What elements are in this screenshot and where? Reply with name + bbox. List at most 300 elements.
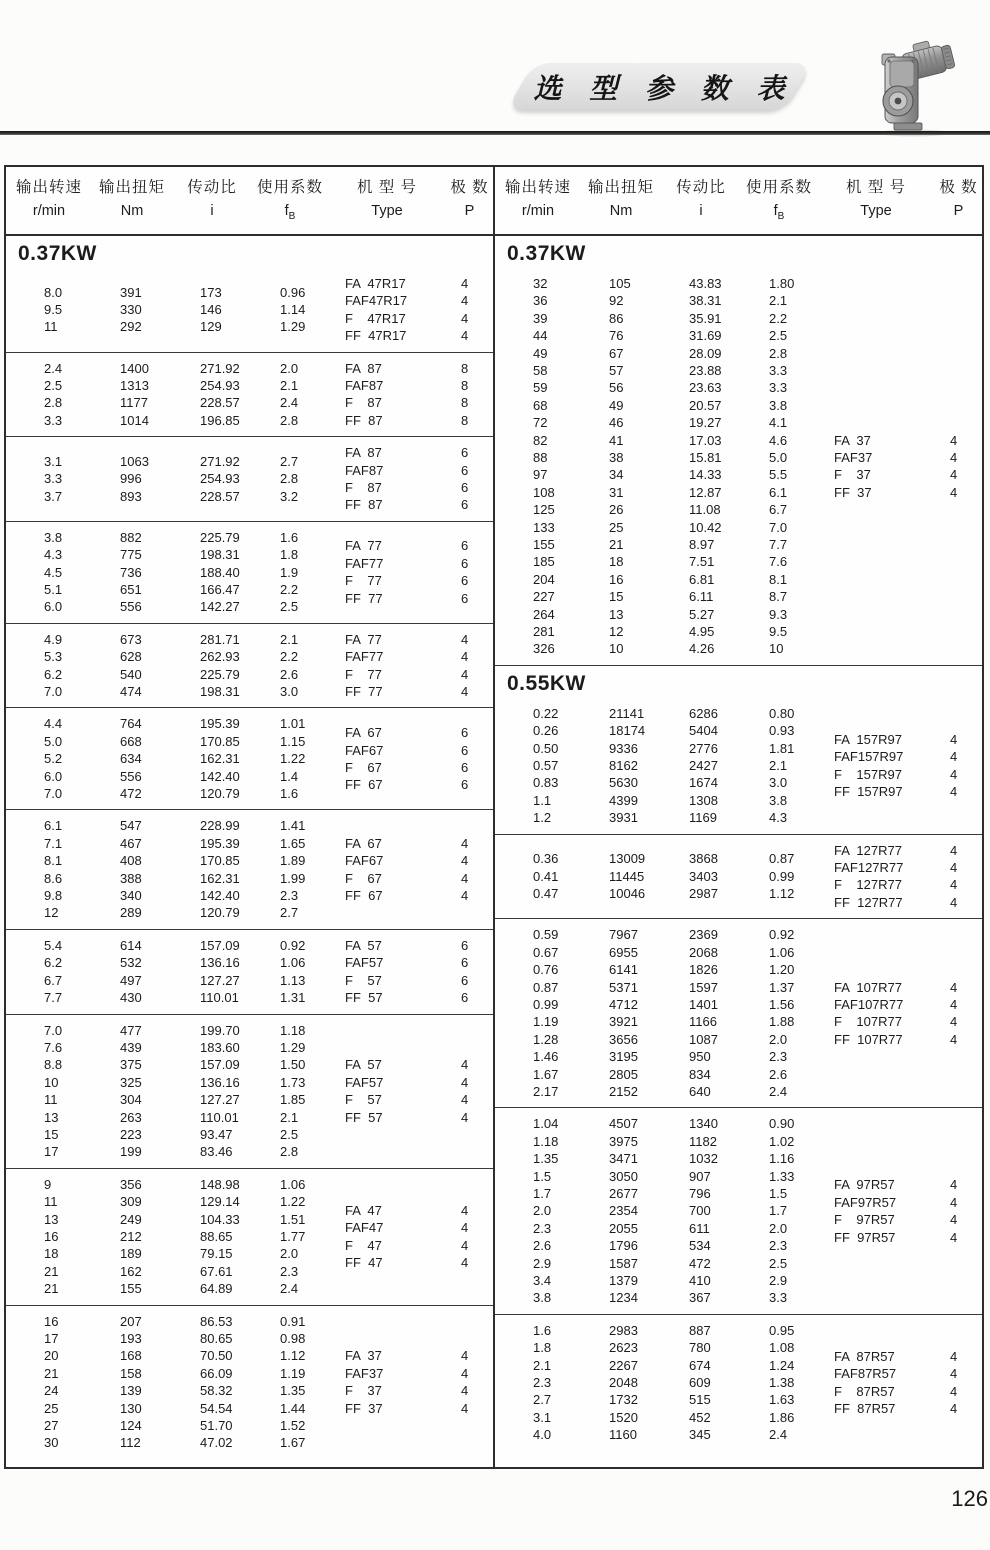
cell-output-torque: 388: [120, 870, 142, 886]
cell-ratio: 129.14: [200, 1194, 240, 1210]
cell-ratio: 3868: [689, 851, 718, 867]
cell-output-speed: 5.3: [44, 649, 63, 665]
cell-output-torque: 330: [120, 302, 142, 317]
cell-output-speed: 1.8: [533, 1340, 552, 1356]
type-row: [328, 275, 493, 292]
table-row: [495, 868, 817, 885]
cell-output-torque: 1796: [609, 1238, 638, 1254]
cell-poles: 4: [461, 1202, 469, 1218]
type-row: [328, 759, 493, 776]
cell-service-factor: 1.19: [280, 1365, 306, 1381]
cell-service-factor: 1.5: [769, 1185, 788, 1201]
cell-output-torque: 26: [609, 502, 624, 518]
cell-service-factor: 8.7: [769, 589, 788, 605]
cell-output-torque: 3975: [609, 1133, 638, 1149]
cell-output-speed: 13: [44, 1109, 59, 1125]
cell-output-speed: 44: [533, 328, 548, 344]
cell-service-factor: 3.0: [769, 775, 788, 791]
cell-output-torque: 8162: [609, 758, 638, 774]
cell-type: F 87: [345, 479, 382, 495]
type-block: [817, 1322, 982, 1444]
rating-group: [495, 1107, 982, 1313]
cell-poles: 6: [461, 555, 469, 571]
cell-ratio: 199.70: [200, 1022, 240, 1038]
cell-type: FA 77: [345, 538, 382, 554]
cell-output-torque: 3195: [609, 1049, 638, 1065]
cell-output-speed: 1.2: [533, 810, 552, 826]
cell-service-factor: 2.2: [280, 649, 299, 665]
cell-output-speed: 326: [533, 641, 555, 657]
cell-type: FAF87: [345, 377, 384, 393]
number-rows: [6, 444, 328, 514]
type-row: [817, 1365, 982, 1382]
cell-poles: 4: [461, 1383, 469, 1399]
cell-output-torque: 263: [120, 1109, 142, 1125]
cell-output-torque: 325: [120, 1074, 142, 1090]
type-row: [817, 783, 982, 800]
cell-ratio: 1308: [689, 792, 718, 808]
number-rows: [495, 275, 817, 658]
table-row: [6, 1211, 328, 1228]
table-row: [6, 1280, 328, 1297]
table-row: [6, 904, 328, 921]
rating-group: [6, 1305, 493, 1459]
table-row: [6, 394, 328, 411]
number-rows: [6, 817, 328, 921]
cell-type: FF 67: [345, 888, 383, 904]
rating-group: [6, 268, 493, 352]
cell-type: FF 57: [345, 990, 383, 1006]
cell-output-speed: 5.0: [44, 733, 63, 749]
cell-type: FA 67: [345, 725, 382, 741]
cell-ratio: 1169: [689, 810, 717, 826]
cell-ratio: 58.32: [200, 1383, 233, 1399]
cell-ratio: 796: [689, 1185, 711, 1201]
type-row: [328, 310, 493, 327]
type-row: [328, 887, 493, 904]
cell-ratio: 198.31: [200, 547, 240, 563]
cell-ratio: 66.09: [200, 1365, 233, 1381]
cell-output-speed: 0.50: [533, 740, 559, 756]
type-row: [328, 724, 493, 741]
cell-service-factor: 1.65: [280, 835, 306, 851]
type-block: [328, 529, 493, 616]
cell-ratio: 5404: [689, 723, 718, 739]
table-row: [6, 785, 328, 802]
cell-output-torque: 41: [609, 432, 624, 448]
cell-ratio: 88.65: [200, 1228, 233, 1244]
table-row: [6, 1176, 328, 1193]
cell-poles: 8: [461, 377, 469, 393]
cell-service-factor: 2.1: [769, 293, 788, 309]
table-row: [495, 1426, 817, 1443]
cell-output-torque: 46: [609, 415, 624, 431]
type-row: [328, 1365, 493, 1382]
cell-poles: 6: [461, 759, 469, 775]
cell-poles: 4: [950, 1383, 958, 1399]
cell-output-speed: 18: [44, 1246, 59, 1262]
cell-ratio: 148.98: [200, 1176, 240, 1192]
table-row: [495, 466, 817, 483]
table-row: [6, 937, 328, 954]
cell-poles: 4: [950, 449, 958, 465]
cell-output-torque: 340: [120, 888, 142, 904]
cell-service-factor: 2.6: [280, 666, 299, 682]
cell-ratio: 104.33: [200, 1211, 240, 1227]
gear-motor-image: [864, 34, 964, 138]
table-row: [495, 606, 817, 623]
cell-poles: 4: [950, 1194, 958, 1210]
cell-output-speed: 9.8: [44, 888, 63, 904]
cell-ratio: 54.54: [200, 1400, 233, 1416]
cell-output-torque: 130: [120, 1400, 142, 1416]
cell-output-speed: 7.0: [44, 684, 63, 700]
cell-output-torque: 76: [609, 328, 624, 344]
table-row: [6, 470, 328, 487]
cell-poles: 4: [461, 870, 469, 886]
cell-service-factor: 2.2: [280, 581, 299, 597]
table-left-header: [6, 167, 493, 236]
cell-service-factor: 1.24: [769, 1357, 795, 1373]
table-row: [6, 1193, 328, 1210]
cell-poles: 4: [950, 860, 958, 876]
table-row: [6, 835, 328, 852]
cell-service-factor: 0.93: [769, 723, 795, 739]
cell-poles: 4: [950, 996, 958, 1012]
table-row: [6, 1074, 328, 1091]
cell-output-speed: 6.0: [44, 768, 63, 784]
cell-type: F 67: [345, 759, 382, 775]
type-block: [328, 1176, 493, 1298]
type-row: [328, 590, 493, 607]
cell-output-speed: 185: [533, 554, 555, 570]
cell-ratio: 2068: [689, 944, 718, 960]
cell-service-factor: 1.6: [280, 786, 299, 802]
col-header-type-unit: Type: [371, 203, 403, 219]
type-block: [328, 937, 493, 1007]
table-row: [495, 1150, 817, 1167]
cell-service-factor: 1.41: [280, 818, 306, 834]
cell-type: FA 107R77: [834, 979, 902, 995]
cell-ratio: 183.60: [200, 1039, 240, 1055]
cell-ratio: 452: [689, 1409, 711, 1425]
cell-output-torque: 882: [120, 529, 142, 545]
cell-ratio: 254.93: [200, 377, 240, 393]
cell-ratio: 410: [689, 1273, 711, 1289]
table-row: [6, 529, 328, 546]
cell-output-torque: 56: [609, 380, 624, 396]
cell-output-speed: 133: [533, 519, 555, 535]
cell-output-speed: 1.04: [533, 1116, 559, 1132]
cell-service-factor: 9.5: [769, 624, 788, 640]
cell-output-torque: 651: [120, 581, 142, 597]
table-row: [6, 1228, 328, 1245]
cell-service-factor: 4.6: [769, 432, 788, 448]
cell-output-speed: 6.1: [44, 818, 63, 834]
type-row: [328, 1400, 493, 1417]
cell-service-factor: 1.86: [769, 1409, 795, 1425]
cell-service-factor: 2.0: [769, 1220, 788, 1236]
cell-output-torque: 474: [120, 684, 142, 700]
cell-output-speed: 3.1: [533, 1409, 552, 1425]
divider-rule: [0, 131, 990, 135]
cell-ratio: 1597: [689, 979, 718, 995]
cell-type: FAF57: [345, 1074, 384, 1090]
cell-type: FAF37: [834, 449, 873, 465]
cell-ratio: 35.91: [689, 310, 722, 326]
cell-output-torque: 3921: [609, 1014, 638, 1030]
cell-output-torque: 18: [609, 554, 624, 570]
table-row: [6, 1382, 328, 1399]
table-row: [495, 571, 817, 588]
cell-output-torque: 5630: [609, 775, 638, 791]
cell-poles: 4: [950, 1366, 958, 1382]
cell-output-torque: 547: [120, 818, 142, 834]
type-row: [817, 842, 982, 859]
cell-service-factor: 2.8: [280, 471, 299, 487]
cell-poles: 8: [461, 412, 469, 428]
table-row: [6, 1056, 328, 1073]
table-right-header: [495, 167, 982, 236]
table-row: [495, 432, 817, 449]
header-row-en: [6, 200, 493, 228]
cell-poles: 4: [461, 1365, 469, 1381]
cell-output-torque: 4507: [609, 1116, 638, 1132]
type-row: [328, 412, 493, 429]
cell-type: FAF87R57: [834, 1366, 897, 1382]
cell-output-torque: 162: [120, 1263, 142, 1279]
header-row-cn: [6, 176, 493, 200]
cell-output-speed: 27: [44, 1418, 59, 1434]
table-row: [6, 1143, 328, 1160]
table-row: [495, 1255, 817, 1272]
cell-type: FAF67: [345, 853, 384, 869]
cell-type: FF 157R97: [834, 784, 903, 800]
cell-output-torque: 3656: [609, 1031, 638, 1047]
cell-ratio: 162.31: [200, 751, 240, 767]
cell-poles: 4: [950, 1014, 958, 1030]
type-block: [817, 275, 982, 658]
cell-ratio: 6.11: [689, 589, 714, 605]
cell-output-torque: 112: [120, 1435, 141, 1451]
cell-output-speed: 8.0: [44, 284, 63, 300]
cell-poles: 4: [950, 1401, 958, 1417]
cell-ratio: 3403: [689, 868, 718, 884]
cell-output-speed: 5.1: [44, 581, 63, 597]
cell-ratio: 166.47: [200, 581, 240, 597]
cell-poles: 6: [461, 573, 469, 589]
cell-ratio: 38.31: [689, 293, 722, 309]
type-row: [817, 996, 982, 1013]
cell-service-factor: 2.3: [769, 1049, 788, 1065]
col-header-poles-unit: P: [464, 203, 475, 219]
cell-type: FAF107R77: [834, 996, 904, 1012]
power-section-label: 0.37KW: [507, 241, 586, 265]
cell-output-torque: 25: [609, 519, 624, 535]
cell-output-torque: 38: [609, 449, 624, 465]
cell-ratio: 80.65: [200, 1331, 233, 1347]
cell-output-torque: 105: [609, 275, 631, 291]
cell-ratio: 127.27: [200, 972, 240, 988]
type-block: [328, 1022, 493, 1161]
table-row: [495, 484, 817, 501]
cell-ratio: 228.57: [200, 395, 240, 411]
table-row: [6, 870, 328, 887]
cell-output-speed: 0.57: [533, 758, 559, 774]
cell-type: FA 87R57: [834, 1348, 895, 1364]
power-section-label: 0.37KW: [18, 241, 97, 265]
cell-service-factor: 4.1: [769, 415, 788, 431]
cell-poles: 4: [461, 835, 469, 851]
number-rows: [6, 1022, 328, 1161]
cell-ratio: 31.69: [689, 328, 722, 344]
cell-type: FF 87: [345, 412, 383, 428]
selection-parameter-tables: [4, 165, 984, 1469]
cell-type: FF 127R77: [834, 894, 903, 910]
cell-service-factor: 6.7: [769, 502, 788, 518]
col-header-speed-cn: 输出转速: [504, 179, 571, 196]
table-row: [6, 972, 328, 989]
type-row: [328, 1056, 493, 1073]
table-row: [6, 1400, 328, 1417]
col-header-type-cn: 机 型 号: [845, 179, 907, 196]
cell-ratio: 129: [200, 319, 222, 335]
cell-type: FF 87: [345, 497, 383, 513]
table-row: [495, 345, 817, 362]
cell-service-factor: 1.80: [769, 275, 795, 291]
cell-poles: 4: [461, 1400, 469, 1416]
cell-output-torque: 31: [609, 484, 624, 500]
table-row: [495, 519, 817, 536]
type-row: [328, 666, 493, 683]
cell-service-factor: 0.80: [769, 705, 795, 721]
type-row: [817, 1211, 982, 1228]
cell-output-speed: 0.36: [533, 851, 559, 867]
table-row: [495, 926, 817, 943]
type-row: [817, 979, 982, 996]
cell-output-torque: 21141: [609, 705, 645, 721]
cell-output-speed: 36: [533, 293, 548, 309]
cell-output-torque: 1732: [609, 1392, 638, 1408]
cell-service-factor: 0.96: [280, 284, 306, 300]
cell-service-factor: 1.12: [769, 886, 795, 902]
table-row: [495, 774, 817, 791]
table-right-body: [495, 236, 982, 1467]
cell-service-factor: 1.06: [280, 1176, 306, 1192]
type-row: [328, 954, 493, 971]
cell-ratio: 195.39: [200, 716, 240, 732]
cell-output-torque: 11445: [609, 868, 645, 884]
table-row: [6, 1347, 328, 1364]
cell-ratio: 228.57: [200, 488, 240, 504]
type-row: [328, 1091, 493, 1108]
type-row: [817, 484, 982, 501]
cell-service-factor: 2.9: [769, 1273, 788, 1289]
cell-poles: 6: [461, 479, 469, 495]
cell-output-torque: 556: [120, 768, 142, 784]
number-rows: [6, 715, 328, 802]
rating-group: [6, 809, 493, 928]
cell-output-speed: 125: [533, 502, 555, 518]
cell-poles: 6: [461, 725, 469, 741]
cell-output-torque: 67: [609, 345, 624, 361]
cell-type: FF 107R77: [834, 1031, 903, 1047]
cell-output-torque: 10046: [609, 886, 646, 902]
table-row: [6, 817, 328, 834]
cell-poles: 4: [950, 766, 958, 782]
cell-output-speed: 7.0: [44, 786, 63, 802]
cell-output-torque: 1234: [609, 1290, 638, 1306]
table-row: [495, 327, 817, 344]
cell-service-factor: 1.22: [280, 1194, 306, 1210]
cell-service-factor: 1.9: [280, 564, 299, 580]
cell-poles: 4: [950, 877, 958, 893]
number-rows: [6, 937, 328, 1007]
cell-output-speed: 49: [533, 345, 548, 361]
cell-service-factor: 3.2: [280, 488, 299, 504]
col-header-speed-unit: r/min: [32, 203, 66, 219]
cell-poles: 6: [461, 955, 469, 971]
cell-poles: 4: [461, 666, 469, 682]
table-row: [6, 581, 328, 598]
cell-ratio: 611: [689, 1220, 710, 1236]
cell-ratio: 11.08: [689, 502, 721, 518]
cell-ratio: 170.85: [200, 733, 240, 749]
rating-group: [6, 623, 493, 708]
title-banner: [506, 63, 811, 110]
table-row: [495, 275, 817, 292]
type-block: [817, 705, 982, 827]
number-rows: [6, 529, 328, 616]
table-row: [495, 362, 817, 379]
cell-output-torque: 223: [120, 1126, 142, 1142]
cell-ratio: 950: [689, 1049, 711, 1065]
cell-service-factor: 0.95: [769, 1322, 795, 1338]
table-row: [495, 1013, 817, 1030]
col-header-speed-cn: 输出转速: [15, 179, 82, 196]
cell-type: F 47R17: [345, 310, 406, 326]
cell-output-speed: 97: [533, 467, 548, 483]
cell-type: F 37: [345, 1383, 382, 1399]
cell-ratio: 1401: [689, 996, 718, 1012]
cell-output-torque: 472: [120, 786, 142, 802]
type-row: [817, 1194, 982, 1211]
cell-ratio: 146: [200, 302, 222, 317]
type-block: [817, 926, 982, 1100]
type-row: [817, 1400, 982, 1417]
cell-output-speed: 6.7: [44, 972, 63, 988]
col-header-torque-cn: 输出扭矩: [587, 179, 654, 196]
cell-service-factor: 1.12: [280, 1348, 306, 1364]
cell-output-torque: 10: [609, 641, 624, 657]
number-rows: [6, 1176, 328, 1298]
cell-output-torque: 477: [120, 1022, 142, 1038]
cell-output-speed: 0.87: [533, 979, 559, 995]
type-row: [328, 292, 493, 309]
cell-output-speed: 21: [44, 1281, 59, 1297]
cell-poles: 4: [950, 1348, 958, 1364]
cell-service-factor: 1.6: [280, 529, 299, 545]
cell-output-torque: 9336: [609, 740, 638, 756]
cell-type: F 107R77: [834, 1014, 902, 1030]
table-row: [6, 564, 328, 581]
cell-type: F 37: [834, 467, 871, 483]
cell-poles: 4: [950, 749, 958, 765]
cell-output-torque: 614: [120, 937, 142, 953]
cell-ratio: 47.02: [200, 1435, 233, 1451]
cell-output-torque: 15: [609, 589, 624, 605]
cell-service-factor: 2.6: [769, 1066, 788, 1082]
